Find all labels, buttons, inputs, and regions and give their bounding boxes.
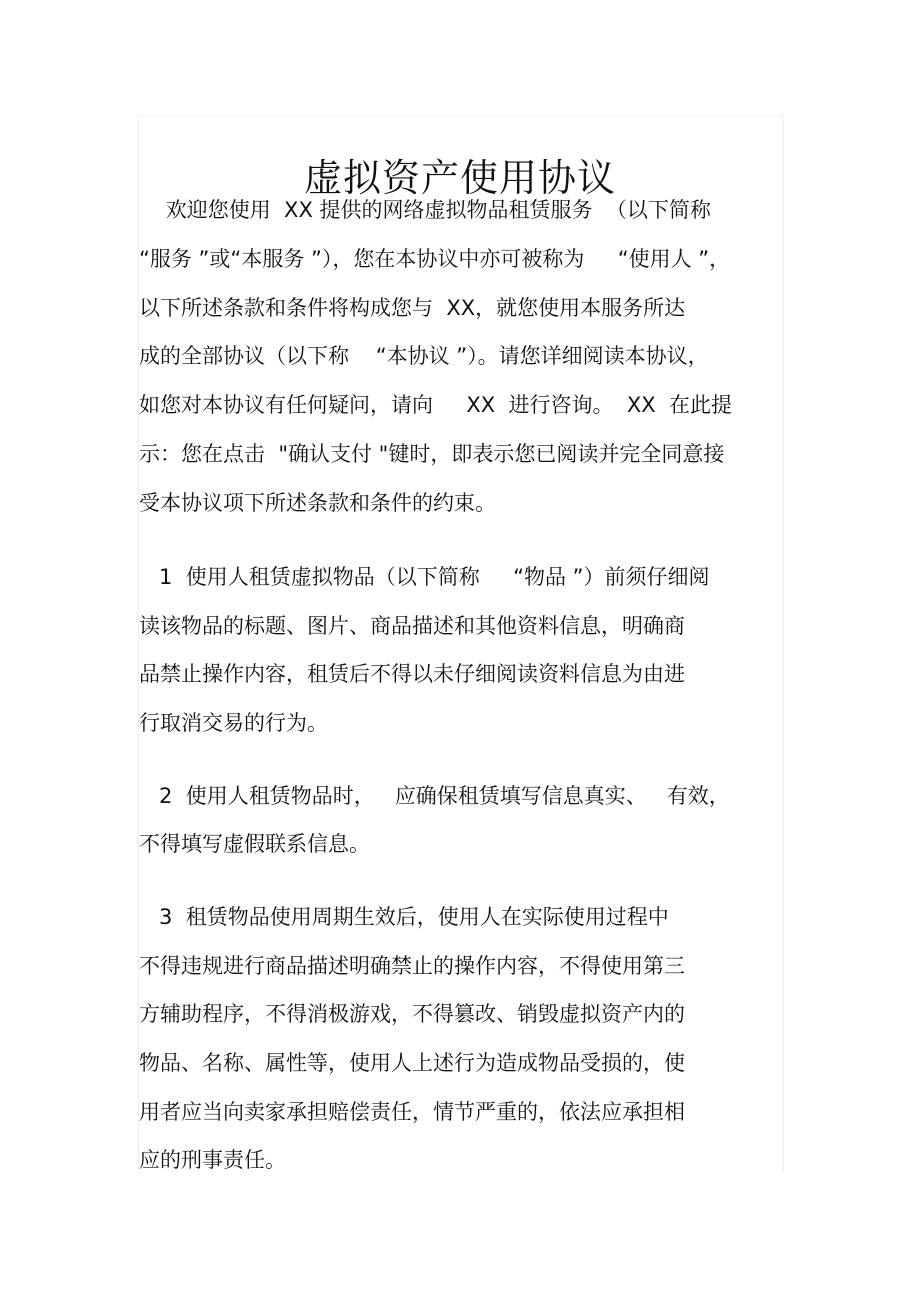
clause-line: 用者应当向卖家承担赔偿责任，情节严重的，依法应承担相	[139, 1100, 685, 1124]
intro-line: 示：您在点击 "确认支付 "键时，即表示您已阅读并完全同意接	[139, 442, 725, 466]
intro-line: “服务 ”或“本服务 ”），您在本协议中亦可被称为 “使用人 ”，	[139, 247, 731, 271]
clause-line: 1 使用人租赁虚拟物品（以下简称 “物品 ”）前须仔细阅	[139, 565, 710, 589]
clause-line: 3 租赁物品使用周期生效后，使用人在实际使用过程中	[139, 905, 669, 929]
intro-line: 欢迎您使用 XX 提供的网络虚拟物品租赁服务 （以下简称	[139, 198, 711, 222]
clause-line: 品禁止操作内容，租赁后不得以未仔细阅读资料信息为由进	[139, 662, 685, 686]
document-title: 虚拟资产使用协议	[303, 156, 616, 201]
intro-line: 如您对本协议有任何疑问，请向 XX 进行咨询。 XX 在此提	[139, 393, 732, 417]
clause-line: 方辅助程序，不得消极游戏，不得篡改、销毁虚拟资产内的	[139, 1002, 685, 1026]
intro-line: 成的全部协议（以下称 “本协议 ”）。请您详细阅读本协议，	[139, 344, 709, 368]
clause-line: 不得填写虚假联系信息。	[139, 832, 370, 856]
clause-line: 2 使用人租赁物品时， 应确保租赁填写信息真实、 有效，	[139, 784, 730, 808]
clause-line: 读该物品的标题、图片、商品描述和其他资料信息，明确商	[139, 614, 685, 638]
clause-line: 物品、名称、属性等，使用人上述行为造成物品受损的，使	[139, 1051, 685, 1075]
clause-line: 不得违规进行商品描述明确禁止的操作内容，不得使用第三	[139, 954, 685, 978]
clause-line: 应的刑事责任。	[139, 1148, 286, 1172]
intro-line: 受本协议项下所述条款和条件的约束。	[139, 491, 496, 515]
clause-line: 行取消交易的行为。	[139, 711, 328, 735]
intro-line: 以下所述条款和条件将构成您与 XX，就您使用本服务所达	[139, 296, 686, 320]
